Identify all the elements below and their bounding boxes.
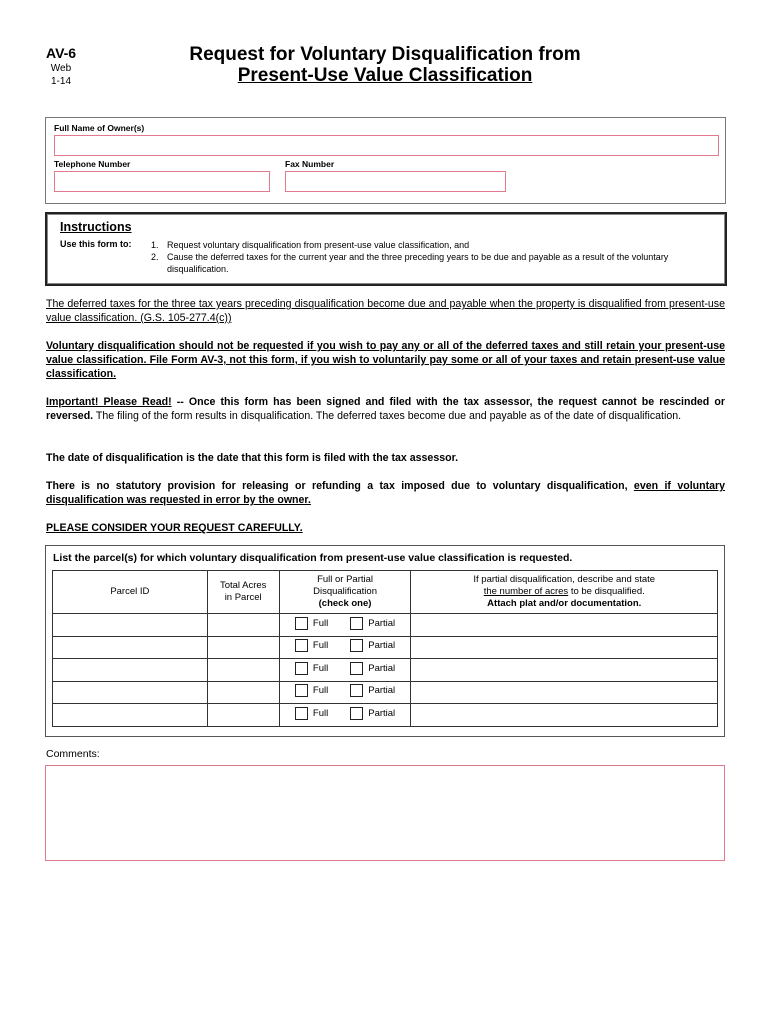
parcels-section [45, 545, 725, 737]
paragraph-no-refund [46, 479, 725, 507]
comments-field[interactable] [45, 765, 725, 861]
full-option[interactable]: Full [295, 707, 328, 720]
full-checkbox[interactable] [295, 662, 308, 675]
form-web-label: Web [50, 63, 72, 74]
description-cell[interactable] [411, 704, 718, 727]
no-refund-underline: even if voluntary disqualification was requested in error by the owner. [46, 480, 726, 506]
description-cell[interactable] [411, 681, 718, 704]
full-checkbox[interactable] [295, 684, 308, 697]
full-partial-cell [279, 636, 411, 659]
instructions-use-label: Use this form to: [60, 239, 132, 249]
full-checkbox[interactable] [295, 639, 308, 652]
table-row [53, 614, 718, 637]
title-line-2: Present-Use Value Classification [237, 65, 533, 86]
acres-cell[interactable] [207, 636, 279, 659]
full-option[interactable]: Full [295, 639, 328, 652]
full-option[interactable]: Full [295, 684, 328, 697]
acres-cell[interactable] [207, 659, 279, 682]
partial-checkbox[interactable] [350, 684, 363, 697]
parcels-heading: List the parcel(s) for which voluntary disqualification from present-use value classification is requested. [53, 552, 573, 564]
partial-option[interactable]: Partial [350, 639, 395, 652]
description-cell[interactable] [411, 614, 718, 637]
parcels-table [52, 570, 718, 727]
description-cell[interactable] [411, 636, 718, 659]
full-partial-cell [279, 614, 411, 637]
full-option[interactable]: Full [295, 617, 328, 630]
partial-checkbox[interactable] [350, 617, 363, 630]
full-checkbox[interactable] [295, 707, 308, 720]
partial-checkbox[interactable] [350, 662, 363, 675]
description-cell[interactable] [411, 659, 718, 682]
instructions-title: Instructions [60, 220, 132, 234]
paragraph-voluntary-warning: Voluntary disqualification should not be requested if you wish to pay any or all of the deferred taxes and still retain your present-use value classification. File Form AV-3, not this form, if you wish to voluntarily pay some or all of your taxes and retain present-use value classification. [46, 340, 725, 380]
paragraph-date-of-disqualification: The date of disqualification is the date that this form is filed with the tax assessor. [46, 452, 459, 464]
parcel-id-cell[interactable] [53, 659, 208, 682]
important-lead: Important! Please Read! [46, 396, 172, 408]
instructions-box [45, 212, 727, 286]
partial-option[interactable]: Partial [350, 617, 395, 630]
instruction-item-1-text: Request voluntary disqualification from present-use value classification, and [167, 240, 470, 250]
table-row [53, 636, 718, 659]
partial-option[interactable]: Partial [350, 662, 395, 675]
col-full-or-partial: Full or Partial Disqualification (check one) [279, 571, 411, 614]
parcel-id-cell[interactable] [53, 636, 208, 659]
important-bold: -- Once this form has been signed and filed with the tax assessor, the request cannot be rescinded or reversed. [46, 396, 725, 422]
parcel-id-cell[interactable] [53, 614, 208, 637]
form-id: AV-6 [46, 45, 77, 61]
partial-option[interactable]: Partial [350, 684, 395, 697]
form-revision: 1-14 [50, 76, 71, 87]
full-name-field[interactable] [54, 135, 719, 156]
comments-label: Comments: [46, 748, 100, 760]
full-partial-cell [279, 659, 411, 682]
table-row [53, 681, 718, 704]
acres-cell[interactable] [207, 614, 279, 637]
col-parcel-id: Parcel ID [53, 571, 208, 614]
full-partial-cell [279, 704, 411, 727]
fax-label: Fax Number [285, 159, 335, 169]
full-option[interactable]: Full [295, 662, 328, 675]
instruction-item-2-cont: disqualification. [167, 264, 229, 274]
paragraph-deferred-taxes: The deferred taxes for the three tax years preceding disqualification become due and payable when the property is disqualified from present-use value classification. (G.S. 105-277.4(c)) [46, 298, 725, 324]
paragraph-important [46, 395, 725, 423]
paragraph-consider-carefully: PLEASE CONSIDER YOUR REQUEST CAREFULLY. [46, 522, 303, 534]
fax-field[interactable] [285, 171, 506, 192]
instruction-item-2-num: 2. [151, 252, 159, 262]
partial-checkbox[interactable] [350, 639, 363, 652]
title-line-1: Request for Voluntary Disqualification from [189, 44, 581, 65]
telephone-field[interactable] [54, 171, 270, 192]
parcels-table-header [53, 571, 718, 614]
col-partial-description: If partial disqualification, describe and state the number of acres to be disqualified. Attach plat and/or documentation. [411, 571, 718, 614]
partial-checkbox[interactable] [350, 707, 363, 720]
instruction-item-2-text: Cause the deferred taxes for the current year and the three preceding years to be due and payable as a result of the voluntary [167, 252, 669, 262]
no-refund-bold: There is no statutory provision for releasing or refunding a tax imposed due to voluntary disqualification, [46, 480, 628, 492]
acres-cell[interactable] [207, 681, 279, 704]
page-title [150, 44, 620, 86]
full-name-label: Full Name of Owner(s) [54, 123, 145, 133]
parcel-id-cell[interactable] [53, 681, 208, 704]
full-partial-cell [279, 681, 411, 704]
acres-cell[interactable] [207, 704, 279, 727]
col-total-acres: Total Acres in Parcel [207, 571, 279, 614]
important-rest: The filing of the form results in disqualification. The deferred taxes become due and payable as of the date of disqualification. [93, 410, 682, 422]
table-row [53, 704, 718, 727]
full-checkbox[interactable] [295, 617, 308, 630]
table-row [53, 659, 718, 682]
parcel-id-cell[interactable] [53, 704, 208, 727]
instruction-item-1-num: 1. [151, 240, 159, 250]
owner-info-section [45, 117, 726, 204]
telephone-label: Telephone Number [54, 159, 131, 169]
partial-option[interactable]: Partial [350, 707, 395, 720]
